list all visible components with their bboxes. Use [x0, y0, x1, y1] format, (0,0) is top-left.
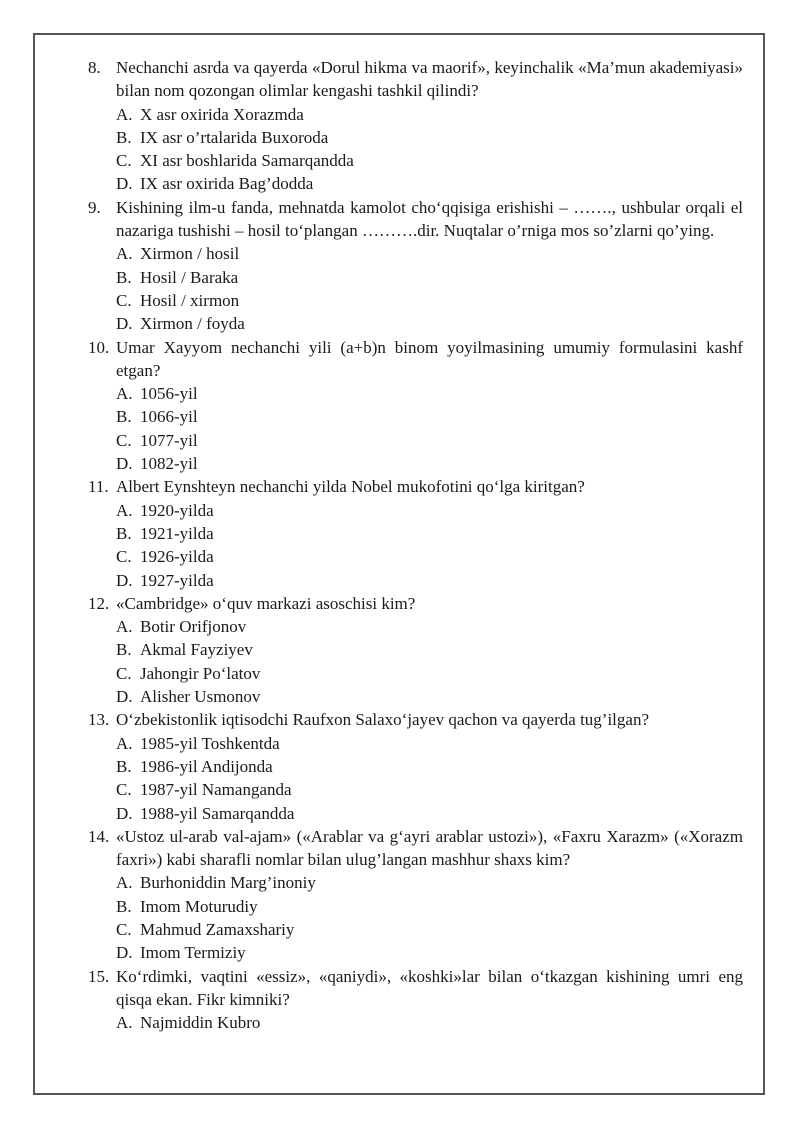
- option-text: 1082-yil: [140, 454, 198, 474]
- option-text: 1988-yil Samarqandda: [140, 803, 295, 823]
- option-text: Najmiddin Kubro: [140, 1013, 261, 1033]
- answer-option: [88, 732, 743, 755]
- answer-option: [88, 266, 743, 289]
- option-label: B.: [116, 127, 132, 147]
- answer-option: [88, 871, 743, 894]
- option-text: 1986-yil Andijonda: [140, 756, 273, 776]
- answer-option: [88, 778, 743, 801]
- answer-option: [88, 522, 743, 545]
- option-label: B.: [116, 896, 132, 916]
- question-item: [88, 56, 743, 196]
- question-number: 15.: [88, 966, 110, 986]
- option-text: Burhoniddin Marg’inoniy: [140, 873, 316, 893]
- question-stem: [88, 708, 743, 731]
- question-list: [88, 56, 743, 1034]
- option-text: Imom Termiziy: [140, 943, 246, 963]
- option-text: Botir Orifjonov: [140, 617, 247, 637]
- answer-option: [88, 312, 743, 335]
- answer-option: [88, 545, 743, 568]
- question-item: [88, 825, 743, 965]
- question-item: [88, 965, 743, 1035]
- option-text: Mahmud Zamaxshariy: [140, 919, 295, 939]
- answer-option: [88, 429, 743, 452]
- option-text: Jahongir Po‘latov: [140, 663, 261, 683]
- option-text: Xirmon / foyda: [140, 314, 245, 334]
- answer-option: [88, 685, 743, 708]
- option-label: A.: [116, 873, 133, 893]
- question-text: «Ustoz ul-arab val-ajam» («Arablar va g‘ayri arablar ustozi»), «Faxru Xarazm» («Xorazm faxri») kabi sharafli nomlar bilan ulug’langan mashhur shaxs kim?: [116, 826, 743, 870]
- option-label: B.: [116, 756, 132, 776]
- option-text: Xirmon / hosil: [140, 244, 240, 264]
- option-label: D.: [116, 687, 133, 707]
- option-text: Imom Moturudiy: [140, 896, 258, 916]
- question-text: Albert Eynshteyn nechanchi yilda Nobel mukofotini qo‘lga kiritgan?: [116, 477, 585, 497]
- question-text: Umar Xayyom nechanchi yili (a+b)n binom yoyilmasining umumiy formulasini kashf etgan?: [116, 337, 743, 380]
- question-text: O‘zbekistonlik iqtisodchi Raufxon Salaxo‘jayev qachon va qayerda tug’ilgan?: [116, 710, 649, 730]
- option-label: C.: [116, 780, 132, 800]
- question-number: 11.: [88, 477, 109, 497]
- option-text: 1927-yilda: [140, 570, 214, 590]
- answer-option: [88, 895, 743, 918]
- question-text: Ko‘rdimki, vaqtini «essiz», «qaniydi», «koshki»lar bilan o‘tkazgan kishining umri eng qisqa ekan. Fikr kimniki?: [116, 966, 743, 1009]
- option-label: A.: [116, 384, 133, 404]
- answer-option: [88, 289, 743, 312]
- answer-option: [88, 918, 743, 941]
- question-number: 8.: [88, 58, 101, 77]
- question-item: [88, 592, 743, 708]
- answer-option: [88, 755, 743, 778]
- option-text: 1077-yil: [140, 430, 198, 450]
- question-stem: [88, 965, 743, 1012]
- answer-option: [88, 802, 743, 825]
- option-text: 1056-yil: [140, 384, 198, 404]
- question-text: Kishining ilm-u fanda, mehnatda kamolot cho‘qqisiga erishishi – ……., ushbular orqali el nazariga tushishi – hosil to‘plangan ……….dir. Nuqtalar o’rniga mos so’zlarni qo’ying.: [116, 197, 743, 241]
- option-text: XI asr boshlarida Samarqandda: [140, 151, 354, 171]
- question-text: Nechanchi asrda va qayerda «Dorul hikma va maorif», keyinchalik «Ma’mun akademiyasi» bilan nom qozongan olimlar kengashi tashkil qilindi?: [116, 58, 743, 101]
- option-label: C.: [116, 290, 132, 310]
- option-label: B.: [116, 523, 132, 543]
- question-stem: [88, 336, 743, 383]
- option-label: A.: [116, 617, 133, 637]
- option-label: B.: [116, 267, 132, 287]
- question-number: 13.: [88, 710, 110, 730]
- answer-option: [88, 941, 743, 964]
- question-item: [88, 708, 743, 824]
- option-text: IX asr o’rtalarida Buxoroda: [140, 127, 329, 147]
- answer-option: [88, 149, 743, 172]
- option-text: 1926-yilda: [140, 547, 214, 567]
- answer-option: [88, 452, 743, 475]
- option-label: C.: [116, 663, 132, 683]
- question-item: [88, 336, 743, 476]
- question-stem: [88, 825, 743, 872]
- option-label: A.: [116, 1013, 133, 1033]
- option-text: 1066-yil: [140, 407, 198, 427]
- option-text: Hosil / xirmon: [140, 290, 240, 310]
- option-text: 1985-yil Toshkentda: [140, 733, 280, 753]
- question-stem: [88, 592, 743, 615]
- option-label: B.: [116, 640, 132, 660]
- option-label: A.: [116, 244, 133, 264]
- answer-option: [88, 126, 743, 149]
- question-number: 14.: [88, 826, 110, 846]
- answer-option: [88, 103, 743, 126]
- option-label: C.: [116, 547, 132, 567]
- option-label: D.: [116, 454, 133, 474]
- option-text: X asr oxirida Xorazmda: [140, 104, 304, 124]
- answer-option: [88, 662, 743, 685]
- question-item: [88, 196, 743, 336]
- answer-option: [88, 172, 743, 195]
- question-number: 10.: [88, 337, 110, 357]
- option-text: IX asr oxirida Bag’dodda: [140, 174, 314, 194]
- answer-option: [88, 499, 743, 522]
- option-label: D.: [116, 803, 133, 823]
- option-label: A.: [116, 104, 133, 124]
- question-stem: [88, 196, 743, 243]
- answer-option: [88, 569, 743, 592]
- question-item: [88, 475, 743, 591]
- option-label: D.: [116, 943, 133, 963]
- option-text: Hosil / Baraka: [140, 267, 239, 287]
- option-label: C.: [116, 430, 132, 450]
- option-label: D.: [116, 314, 133, 334]
- question-number: 12.: [88, 593, 110, 613]
- answer-option: [88, 242, 743, 265]
- option-label: A.: [116, 733, 133, 753]
- option-text: 1921-yilda: [140, 523, 214, 543]
- option-text: Akmal Fayziyev: [140, 640, 253, 660]
- answer-option: [88, 615, 743, 638]
- option-label: D.: [116, 570, 133, 590]
- option-text: 1987-yil Namanganda: [140, 780, 292, 800]
- option-label: D.: [116, 174, 133, 194]
- answer-option: [88, 638, 743, 661]
- option-label: C.: [116, 151, 132, 171]
- option-label: B.: [116, 407, 132, 427]
- answer-option: [88, 1011, 743, 1034]
- question-stem: [88, 56, 743, 103]
- option-text: 1920-yilda: [140, 500, 214, 520]
- option-text: Alisher Usmonov: [140, 687, 261, 707]
- option-label: C.: [116, 919, 132, 939]
- answer-option: [88, 405, 743, 428]
- question-text: «Cambridge» o‘quv markazi asoschisi kim?: [116, 593, 416, 613]
- question-stem: [88, 475, 743, 498]
- option-label: A.: [116, 500, 133, 520]
- question-number: 9.: [88, 197, 101, 217]
- answer-option: [88, 382, 743, 405]
